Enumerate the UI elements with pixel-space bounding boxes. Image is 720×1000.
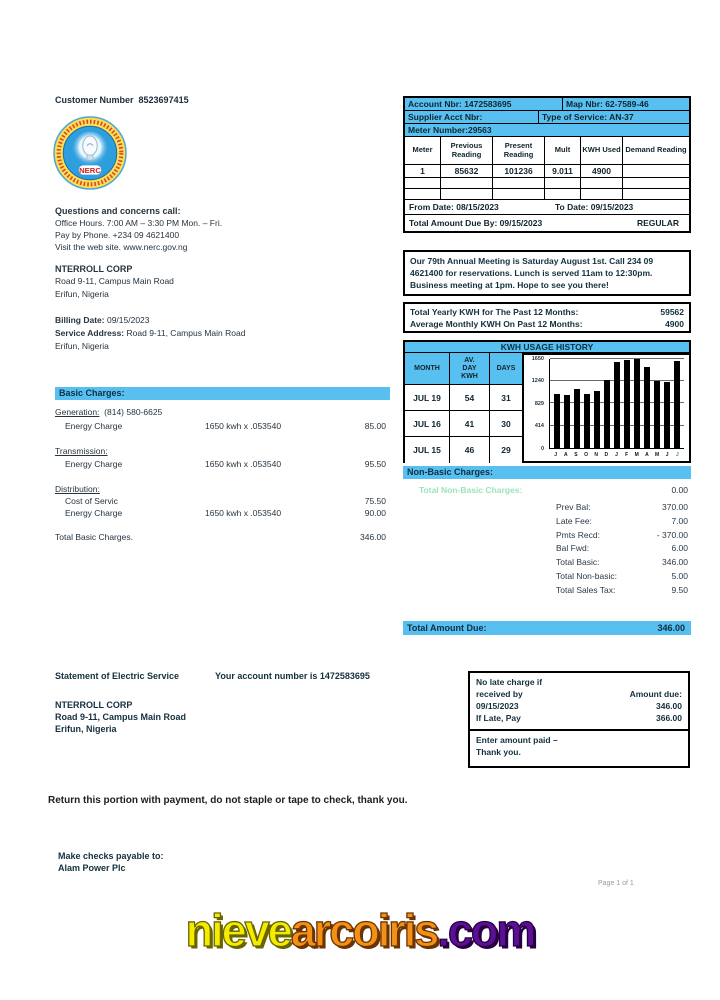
amount-due-label: Amount due: [629, 689, 682, 699]
customer-number-value: 8523697415 [138, 95, 189, 105]
usage-bar [634, 359, 640, 448]
summary-label: Total Sales Tax: [556, 584, 616, 595]
checks-payee: Alam Power Plc [58, 863, 126, 873]
reading-kwh-used: 4900 [581, 165, 623, 177]
summary-label: Prev Bal: [556, 502, 591, 512]
col-header-demand: Demand Reading [625, 145, 687, 155]
usage-chart-plot [549, 359, 684, 449]
reading-previous: 85632 [441, 165, 493, 177]
summary-label: Total Non-basic: [556, 570, 617, 581]
supplier-acct-cell: Supplier Acct Nbr: [405, 111, 539, 123]
usage-bar [614, 362, 620, 448]
customer-number-label: Customer Number [55, 95, 134, 105]
cost-of-service-label: Cost of Servic [65, 496, 118, 506]
usage-col-month: MONTH [405, 353, 450, 385]
usage-bar-label: A [563, 452, 568, 458]
summary-label: Total Basic: [556, 557, 600, 568]
usage-bar-label: A [645, 452, 649, 458]
transmission-charge-calc: 1650 kwh x .053540 [205, 459, 282, 469]
account-number-line: Your account number is 1472583695 [215, 671, 370, 681]
summary-value: 6.00 [671, 543, 688, 554]
customer-address1: Road 9-11, Campus Main Road [55, 276, 174, 286]
yearly-avg-label: Average Monthly KWH On Past 12 Months: [410, 319, 583, 329]
usage-row-month: JUL 19 [405, 385, 450, 411]
summary-value: 370.00 [662, 502, 688, 512]
checks-payable-label: Make checks payable to: [58, 851, 164, 861]
return-note: Return this portion with payment, do not staple or tape to check, thank you. [48, 795, 408, 806]
usage-bar-label: D [604, 452, 609, 458]
usage-bar-label: J [665, 452, 669, 458]
usage-bar [644, 367, 650, 448]
usage-bar-label: J [675, 452, 679, 458]
usage-chart-bars [550, 359, 684, 448]
usage-bar-label: F [625, 452, 629, 458]
summary-value: - 370.00 [656, 529, 688, 540]
footer-logo-com: .com [437, 905, 535, 956]
rate-type: REGULAR [636, 218, 679, 228]
usage-row-days: 29 [490, 437, 523, 463]
total-basic-label: Total Basic Charges. [55, 532, 133, 542]
summary-value: 346.00 [662, 557, 688, 568]
usage-row-avday: 46 [450, 437, 490, 463]
usage-bar [564, 395, 570, 448]
usage-bar [664, 382, 670, 448]
received-by-line: received by [476, 689, 523, 699]
balance-summary [556, 502, 688, 599]
usage-history-table [403, 353, 523, 463]
mail-address1: Road 9-11, Campus Main Road [55, 712, 187, 722]
distribution-charge-calc: 1650 kwh x .053540 [205, 508, 282, 518]
col-header-present: Present Reading [493, 137, 545, 164]
nerc-logo-text: NERC [79, 166, 101, 176]
announcement-box: Our 79th Annual Meeting is Saturday August 1st. Call 234 09 4621400 for reservations. Lunch is served 11am to 12:30pm. Business meeting at 1pm. Hope to see you there! [403, 250, 691, 296]
yearly-total-value: 59562 [660, 307, 684, 317]
generation-charge-calc: 1650 kwh x .053540 [205, 421, 282, 431]
billing-date-label: Billing Date: [55, 315, 105, 325]
usage-bar [674, 361, 680, 448]
summary-label: Bal Fwd: [556, 543, 590, 554]
usage-bar-label: J [615, 452, 618, 458]
usage-bar [604, 380, 610, 448]
to-date: To Date: 09/15/2023 [555, 202, 634, 212]
no-late-charge-line: No late charge if [476, 677, 543, 687]
cost-of-service-amount: 75.50 [364, 496, 386, 506]
mail-name: NTERROLL CORP [55, 700, 133, 710]
generation-heading: Generation: [55, 407, 100, 417]
billing-date-value: 09/15/2023 [106, 315, 150, 325]
nerc-logo [53, 116, 127, 195]
contact-website: Visit the web site. www.nerc.gov.ng [55, 242, 188, 252]
footer-logo [0, 905, 720, 957]
due-date: 09/15/2023 [476, 701, 519, 711]
col-header-mult: Mult [545, 137, 581, 164]
if-late-label: If Late, Pay [476, 713, 521, 723]
summary-value: 7.00 [671, 515, 688, 526]
usage-row-avday: 54 [450, 385, 490, 411]
customer-number-line [55, 95, 189, 105]
billing-date-line [55, 315, 150, 325]
customer-name: NTERROLL CORP [55, 264, 133, 274]
usage-history-title: KWH USAGE HISTORY [403, 340, 691, 353]
statement-title: Statement of Electric Service [55, 671, 180, 681]
service-address-label: Service Address: [55, 328, 125, 338]
contact-title: Questions and concerns call: [55, 206, 181, 216]
generation-phone: (814) 580-6625 [104, 407, 163, 417]
due-by-date: Total Amount Due By: 09/15/2023 [409, 218, 543, 228]
map-number-cell: Map Nbr: 62-7589-46 [563, 98, 689, 110]
transmission-heading: Transmission: [55, 446, 108, 456]
usage-bar-label: S [574, 452, 578, 458]
total-due-bar [403, 621, 691, 635]
thank-you-line: Thank you. [476, 747, 521, 757]
distribution-charge-label: Energy Charge [65, 508, 123, 518]
usage-bar-label: J [554, 452, 558, 458]
service-address-value: Road 9-11, Campus Main Road [126, 328, 246, 338]
usage-bar-label: M [654, 452, 660, 458]
account-number-cell: Account Nbr: 1472583695 [405, 98, 563, 110]
usage-bar-label: M [634, 452, 639, 458]
summary-value: 5.00 [671, 570, 688, 581]
reading-present: 101236 [493, 165, 545, 177]
total-non-basic-label: Total Non-Basic Charges: [419, 485, 523, 495]
total-due-label: Total Amount Due: [407, 623, 487, 633]
usage-chart-ytick: 829 [534, 400, 544, 407]
generation-charge-amount: 85.00 [364, 421, 386, 431]
mail-address2: Erifun, Nigeria [55, 724, 117, 734]
usage-bar [654, 381, 660, 448]
total-due-value: 346.00 [657, 623, 685, 633]
meter-number-cell: Meter Number:29563 [405, 124, 689, 136]
usage-chart-ytick: 1650 [531, 356, 544, 362]
yearly-total-label: Total Yearly KWH for The Past 12 Months: [410, 307, 579, 317]
usage-col-avday: AV. DAY KWH [450, 353, 490, 385]
summary-value: 9.50 [671, 584, 688, 595]
payment-box [468, 671, 690, 768]
non-basic-header: Non-Basic Charges: [403, 466, 691, 479]
usage-row-month: JUL 16 [405, 411, 450, 437]
yearly-avg-value: 4900 [665, 319, 684, 329]
reading-meter: 1 [405, 165, 441, 177]
usage-row-days: 31 [490, 385, 523, 411]
usage-chart-ytick: 414 [534, 423, 544, 430]
usage-row-days: 30 [490, 411, 523, 437]
basic-charges-header: Basic Charges: [55, 387, 390, 400]
service-city: Erifun, Nigeria [55, 341, 109, 351]
usage-bar [594, 391, 600, 448]
footer-logo-nieve: nieve [185, 905, 291, 956]
transmission-charge-label: Energy Charge [65, 459, 123, 469]
reading-demand [623, 165, 689, 177]
enter-amount-line: Enter amount paid – [476, 735, 558, 745]
col-header-kwh: KWH Used [581, 137, 623, 164]
amount-due-value: 346.00 [656, 701, 682, 711]
usage-chart-yaxis [524, 356, 547, 452]
yearly-kwh-box [403, 302, 691, 333]
usage-chart-ytick: 1240 [531, 378, 544, 385]
from-date: From Date: 08/15/2023 [409, 202, 499, 212]
usage-col-days: DAYS [490, 353, 523, 385]
late-amount-value: 366.00 [656, 713, 682, 723]
reading-mult: 9.011 [545, 165, 581, 177]
summary-label: Late Fee: [556, 515, 592, 526]
total-basic-amount: 346.00 [360, 532, 386, 542]
contact-phone: Pay by Phone. +234 09 4621400 [55, 230, 180, 240]
col-header-meter: Meter [405, 137, 441, 164]
usage-history-section [403, 340, 691, 463]
account-table [403, 96, 691, 233]
usage-bar [574, 389, 580, 448]
contact-hours: Office Hours. 7:00 AM – 3:30 PM Mon. – Fri. [55, 218, 223, 228]
usage-chart-xlabels [549, 452, 684, 460]
summary-label: Pmts Recd: [556, 529, 600, 540]
page-label: Page 1 of 1 [598, 880, 634, 887]
nerc-logo-icon [53, 116, 127, 190]
usage-row-month: JUL 15 [405, 437, 450, 463]
usage-bar [624, 360, 630, 448]
service-address-line [55, 328, 245, 338]
col-header-previous: Previous Reading [441, 137, 493, 164]
service-type-cell: Type of Service: AN-37 [539, 111, 689, 123]
usage-bar-label: O [584, 452, 588, 458]
distribution-heading: Distribution: [55, 484, 100, 494]
usage-chart-ytick: 0 [540, 446, 544, 452]
generation-charge-label: Energy Charge [65, 421, 123, 431]
usage-chart [523, 353, 691, 463]
usage-bar-label: N [594, 452, 599, 458]
usage-row-avday: 41 [450, 411, 490, 437]
distribution-charge-amount: 90.00 [364, 508, 386, 518]
footer-logo-arcoiris: arcoiris [290, 905, 438, 956]
generation-heading-line [55, 407, 162, 417]
usage-bar [584, 394, 590, 448]
total-non-basic-value: 0.00 [671, 485, 688, 495]
customer-address2: Erifun, Nigeria [55, 289, 109, 299]
transmission-charge-amount: 95.50 [364, 459, 386, 469]
usage-bar [554, 394, 560, 448]
